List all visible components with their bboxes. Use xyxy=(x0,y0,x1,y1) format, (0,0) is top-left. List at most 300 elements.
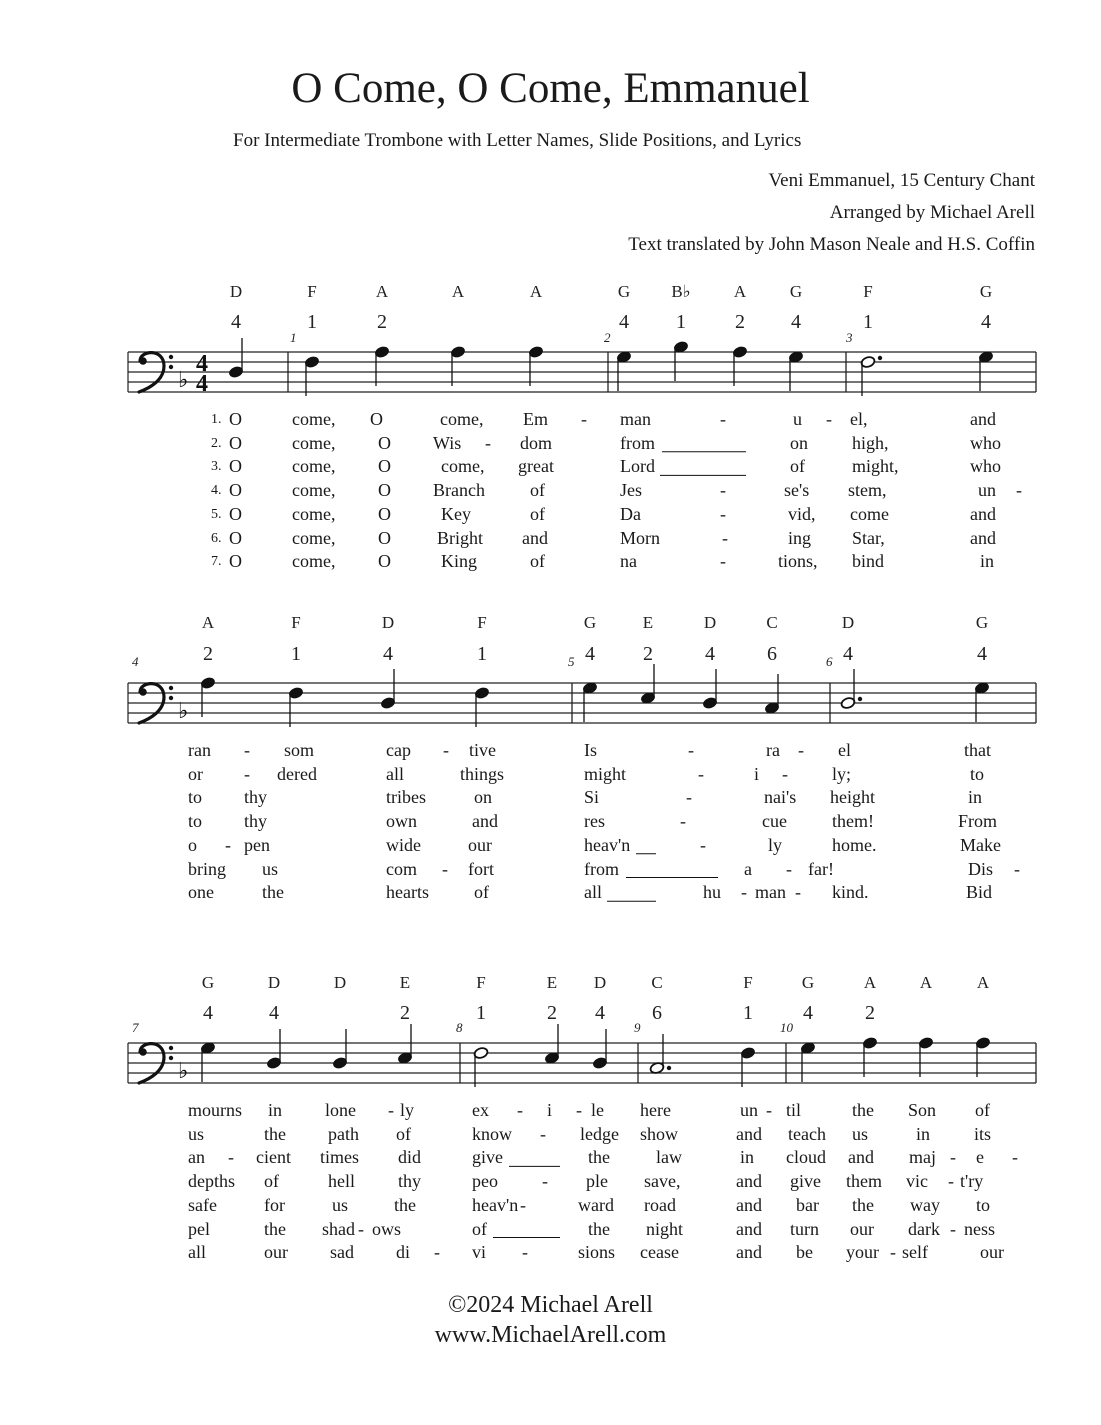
bass-clef-dot-icon xyxy=(169,355,173,359)
lyric-syllable: - xyxy=(520,1194,526,1215)
lyric-syllable: - xyxy=(540,1123,546,1144)
lyric-syllable: depths xyxy=(188,1171,235,1192)
measure-number: 4 xyxy=(132,654,139,669)
lyric-syllable: great xyxy=(518,456,554,477)
lyric-syllable: cap xyxy=(386,740,411,760)
lyric-syllable: fort xyxy=(468,858,494,879)
slide-position: 6 xyxy=(767,643,777,665)
lyric-syllable: and xyxy=(970,409,996,429)
lyric-syllable: e xyxy=(976,1147,984,1168)
lyric-syllable: the xyxy=(262,882,284,903)
lyric-syllable: - xyxy=(388,1100,394,1120)
copyright-text: ©2024 Michael Arell xyxy=(448,1292,653,1318)
lyric-syllable: on xyxy=(474,787,492,808)
lyric-syllable: Lord xyxy=(620,456,655,477)
slide-position: 1 xyxy=(863,311,873,333)
lyric-syllable: sions xyxy=(578,1242,616,1263)
lyric-syllable: - xyxy=(786,858,792,879)
lyric-syllable: el, xyxy=(850,409,868,429)
lyric-syllable: - xyxy=(358,1218,364,1239)
lyric-syllable: teach xyxy=(788,1123,826,1144)
lyric-syllable: - xyxy=(485,432,491,453)
lyric-syllable: u xyxy=(793,409,802,429)
lyric-syllable: the xyxy=(852,1100,874,1120)
lyric-syllable: or xyxy=(188,763,203,784)
lyric-syllable: Bright xyxy=(437,527,484,548)
lyric-syllable: one xyxy=(188,882,214,903)
note-letter-name: A xyxy=(863,973,877,992)
measure-number: 7 xyxy=(132,1020,139,1035)
slide-position: 4 xyxy=(585,643,595,665)
note-letter-name: D xyxy=(703,613,717,632)
lyric-syllable: vi xyxy=(472,1242,487,1263)
lyric-syllable: from xyxy=(584,858,619,879)
lyric-syllable: thy xyxy=(244,787,268,808)
slide-position: 4 xyxy=(803,1002,813,1024)
note-letter-name: D xyxy=(381,613,395,632)
lyric-syllable: un xyxy=(740,1100,758,1120)
lyric-syllable: and xyxy=(736,1123,762,1144)
lyric-syllable: mourns xyxy=(188,1100,242,1120)
lyric-syllable: - xyxy=(581,409,587,429)
lyric-syllable: un xyxy=(978,480,996,501)
lyric-syllable: - xyxy=(688,740,694,760)
note-letter-name: F xyxy=(291,613,301,632)
lyric-syllable: di xyxy=(396,1242,411,1263)
note-letter-name: G xyxy=(201,973,215,992)
lyric-syllable: of xyxy=(530,503,545,524)
lyric-syllable: come, xyxy=(292,527,336,548)
measure-number: 6 xyxy=(826,654,833,669)
note-letter-name: A xyxy=(529,282,543,301)
lyric-syllable: in xyxy=(916,1123,931,1144)
lyric-syllable: did xyxy=(398,1147,422,1168)
lyric-syllable: - xyxy=(720,551,726,572)
lyric-syllable: i xyxy=(547,1100,553,1120)
slide-position: 4 xyxy=(619,311,629,333)
note-letter-name: F xyxy=(476,973,486,992)
lyric-syllable: our xyxy=(468,834,492,855)
slide-position: 4 xyxy=(231,311,241,333)
time-signature-top: 4 xyxy=(196,351,208,377)
note-letter-name: E xyxy=(546,973,558,992)
lyric-syllable: things xyxy=(460,763,505,784)
lyric-syllable: who xyxy=(970,456,1001,477)
page-title: O Come, O Come, Emmanuel xyxy=(291,65,810,112)
lyric-syllable: - xyxy=(1016,480,1022,501)
lyric-syllable: might, xyxy=(852,456,899,477)
lyric-syllable: in xyxy=(980,551,995,572)
measure-number: 10 xyxy=(780,1020,793,1035)
lyric-syllable: - xyxy=(795,882,801,903)
note-letter-name: F xyxy=(307,282,317,301)
lyric-syllable: man xyxy=(755,882,786,903)
note-letter-name: A xyxy=(919,973,933,992)
lyric-syllable: peo xyxy=(472,1171,498,1192)
lyric-syllable: shad xyxy=(322,1218,355,1239)
lyric-syllable: come, xyxy=(441,456,485,477)
lyric-syllable: our xyxy=(980,1242,1004,1263)
lyric-syllable: all xyxy=(386,763,404,784)
lyric-syllable: com xyxy=(386,858,417,879)
slide-position: 1 xyxy=(743,1002,753,1024)
lyric-syllable: way xyxy=(910,1194,940,1215)
lyric-syllable: them xyxy=(846,1171,882,1192)
lyric-syllable: O xyxy=(229,409,242,429)
slide-position: 4 xyxy=(383,643,393,665)
note-letter-name: D xyxy=(333,973,347,992)
lyric-syllable: dered xyxy=(277,763,317,784)
lyric-syllable: pel xyxy=(188,1218,210,1239)
lyric-syllable: of xyxy=(264,1171,279,1192)
lyric-syllable: the xyxy=(394,1194,416,1215)
lyric-syllable: bring xyxy=(188,858,226,879)
lyric-syllable: na xyxy=(620,551,637,572)
lyric-syllable: - xyxy=(442,858,448,879)
lyric-syllable: of xyxy=(790,456,805,477)
note-letter-name: G xyxy=(979,282,993,301)
slide-position: 4 xyxy=(269,1002,279,1024)
slide-position: 6 xyxy=(652,1002,662,1024)
lyric-syllable: come, xyxy=(292,409,336,429)
lyric-syllable: our xyxy=(850,1218,874,1239)
lyric-syllable: cue xyxy=(762,811,787,832)
lyric-syllable: Son xyxy=(908,1100,937,1120)
lyric-syllable: - xyxy=(1012,1147,1018,1168)
lyric-syllable: give xyxy=(790,1171,821,1192)
lyric-syllable: on xyxy=(790,432,808,453)
lyric-syllable: the xyxy=(264,1123,286,1144)
lyric-syllable: - xyxy=(722,527,728,548)
lyric-syllable: the xyxy=(264,1218,286,1239)
lyric-syllable: hell xyxy=(328,1171,355,1192)
lyric-syllable: cease xyxy=(640,1242,679,1263)
lyric-syllable: sad xyxy=(330,1242,354,1263)
note-letter-name: G xyxy=(583,613,597,632)
lyric-syllable: O xyxy=(378,551,391,572)
slide-position: 4 xyxy=(595,1002,605,1024)
lyric-syllable: O xyxy=(378,527,391,548)
translator-credit: Text translated by John Mason Neale and H.S. Coffin xyxy=(628,234,1035,255)
lyric-syllable: - xyxy=(950,1218,956,1239)
lyric-syllable: Em xyxy=(523,409,548,429)
note-letter-name: B♭ xyxy=(671,282,691,301)
lyric-syllable: us xyxy=(262,858,279,879)
verse-number: 2. xyxy=(211,435,222,451)
slide-position: 2 xyxy=(735,311,745,333)
note-letter-name: E xyxy=(642,613,654,632)
lyric-syllable: O xyxy=(378,456,391,477)
lyric-syllable: law xyxy=(656,1147,682,1168)
lyric-syllable: thy xyxy=(244,811,268,832)
lyric-syllable: might xyxy=(584,763,627,784)
lyric-syllable: tribes xyxy=(386,787,426,808)
lyric-syllable: come, xyxy=(440,409,484,429)
lyric-syllable: to xyxy=(970,763,985,784)
slide-position: 4 xyxy=(981,311,991,333)
lyric-syllable: - xyxy=(225,834,231,855)
bass-clef-dot-icon xyxy=(139,1048,147,1056)
lyric-syllable: to xyxy=(976,1194,991,1215)
slide-position: 2 xyxy=(643,643,653,665)
lyric-syllable: who xyxy=(970,432,1001,453)
verse-number: 3. xyxy=(211,459,222,475)
website-link[interactable]: www.MichaelArell.com xyxy=(434,1322,667,1348)
slide-position: 4 xyxy=(843,643,853,665)
lyric-syllable: thy xyxy=(398,1171,422,1192)
lyric-syllable: and xyxy=(736,1218,762,1239)
augmentation-dot xyxy=(878,356,882,360)
lyric-syllable: and xyxy=(472,811,498,832)
lyric-syllable: and xyxy=(970,503,996,524)
lyric-syllable: path xyxy=(328,1123,359,1144)
lyric-syllable: the xyxy=(588,1218,610,1239)
note-letter-name: C xyxy=(766,613,778,632)
verse-number: 7. xyxy=(211,554,222,570)
bass-clef-dot-icon xyxy=(169,696,173,700)
augmentation-dot xyxy=(858,697,862,701)
measure-number: 5 xyxy=(568,654,575,669)
lyric-syllable: Branch xyxy=(433,480,485,501)
lyric-syllable: of xyxy=(472,1218,487,1239)
lyric-syllable: ows xyxy=(372,1218,402,1239)
note-letter-name: D xyxy=(841,613,855,632)
lyric-syllable: ward xyxy=(578,1194,614,1215)
lyric-syllable: in xyxy=(268,1100,283,1120)
lyric-syllable: for xyxy=(264,1194,285,1215)
lyric-syllable: safe xyxy=(188,1194,217,1215)
lyric-syllable: and xyxy=(736,1171,762,1192)
verse-number: 5. xyxy=(211,506,222,522)
lyric-syllable: ly; xyxy=(832,763,852,784)
measure-number: 1 xyxy=(290,330,297,345)
note-letter-name: G xyxy=(975,613,989,632)
lyric-syllable: ness xyxy=(964,1218,995,1239)
note-letter-name: G xyxy=(617,282,631,301)
subtitle: For Intermediate Trombone with Letter Names, Slide Positions, and Lyrics xyxy=(233,130,802,151)
lyric-syllable: come, xyxy=(292,456,336,477)
lyric-syllable: - xyxy=(1014,858,1020,879)
slide-position: 1 xyxy=(291,643,301,665)
augmentation-dot xyxy=(667,1066,671,1070)
slide-position: 2 xyxy=(203,643,213,665)
lyric-syllable: - xyxy=(720,409,726,429)
note-letter-name: G xyxy=(789,282,803,301)
lyric-syllable: - xyxy=(741,882,747,903)
lyric-syllable: come, xyxy=(292,551,336,572)
lyric-syllable: of xyxy=(530,551,545,572)
note-letter-name: D xyxy=(593,973,607,992)
slide-position: 4 xyxy=(705,643,715,665)
lyric-syllable: us xyxy=(332,1194,349,1215)
lyric-syllable: cloud xyxy=(786,1147,826,1168)
lyric-syllable: O xyxy=(229,527,242,548)
lyric-syllable: and xyxy=(522,527,548,548)
lyric-syllable: From xyxy=(958,811,998,832)
lyric-syllable: here xyxy=(640,1100,671,1120)
lyric-syllable: Bid xyxy=(966,882,993,903)
flat-key-signature-icon: ♭ xyxy=(178,1059,189,1084)
lyric-syllable: - xyxy=(680,811,686,832)
lyric-syllable: - xyxy=(798,740,804,760)
lyric-syllable: come xyxy=(850,503,889,524)
time-signature-bottom: 4 xyxy=(196,371,208,397)
note-letter-name: F xyxy=(477,613,487,632)
lyric-syllable: them! xyxy=(832,811,874,832)
verse-number: 6. xyxy=(211,530,222,546)
lyric-syllable: vid, xyxy=(788,503,816,524)
lyric-syllable: Star, xyxy=(852,527,885,548)
arranger-credit: Arranged by Michael Arell xyxy=(829,202,1035,223)
lyric-syllable: far! xyxy=(808,858,834,879)
measure-number: 3 xyxy=(846,330,853,345)
lyric-syllable: and xyxy=(736,1242,762,1263)
lyric-syllable: - xyxy=(826,409,832,429)
slide-position: 1 xyxy=(307,311,317,333)
bass-clef-dot-icon xyxy=(169,1046,173,1050)
lyric-syllable: turn xyxy=(790,1218,819,1239)
slide-position: 4 xyxy=(791,311,801,333)
note-letter-name: D xyxy=(267,973,281,992)
lyric-syllable: our xyxy=(264,1242,288,1263)
lyric-syllable: show xyxy=(640,1123,679,1144)
flat-key-signature-icon: ♭ xyxy=(178,699,189,724)
lyric-syllable: times xyxy=(320,1147,359,1168)
lyric-syllable: - xyxy=(244,740,250,760)
lyric-syllable: come, xyxy=(292,432,336,453)
lyric-syllable: hu xyxy=(703,882,721,903)
lyric-syllable: and xyxy=(848,1147,874,1168)
lyric-syllable: ly xyxy=(768,834,783,855)
lyric-syllable: Make xyxy=(960,834,1001,855)
lyric-syllable: its xyxy=(974,1123,992,1144)
lyric-syllable: ex xyxy=(472,1100,489,1120)
lyric-syllable: of xyxy=(530,480,545,501)
lyric-syllable: road xyxy=(644,1194,676,1215)
lyric-syllable: - xyxy=(948,1171,954,1192)
lyric-syllable: - xyxy=(244,763,250,784)
lyric-syllable: som xyxy=(284,740,315,760)
lyric-syllable: - xyxy=(782,763,788,784)
lyric-syllable: of xyxy=(474,882,489,903)
lyric-syllable: - xyxy=(720,503,726,524)
lyric-syllable: Key xyxy=(441,503,471,524)
lyric-syllable: high, xyxy=(852,432,889,453)
lyric-syllable: Morn xyxy=(620,527,660,548)
verse-number: 4. xyxy=(211,483,222,499)
lyric-syllable: O xyxy=(229,456,242,477)
lyric-syllable: O xyxy=(229,503,242,524)
lyric-syllable: heav'n xyxy=(584,834,631,855)
note-letter-name: E xyxy=(399,973,411,992)
lyric-syllable: come, xyxy=(292,480,336,501)
bass-clef-dot-icon xyxy=(139,357,147,365)
lyric-syllable: - xyxy=(522,1242,528,1263)
slide-position: 1 xyxy=(477,643,487,665)
lyric-syllable: t'ry xyxy=(960,1171,984,1192)
measure-number: 8 xyxy=(456,1020,463,1035)
lyric-syllable: home. xyxy=(832,834,877,855)
lyric-syllable: in xyxy=(968,787,983,808)
lyric-syllable: dark xyxy=(908,1218,940,1239)
bass-clef-dot-icon xyxy=(139,688,147,696)
lyric-syllable: lone xyxy=(325,1100,356,1120)
lyric-syllable: save, xyxy=(644,1171,681,1192)
note-letter-name: A xyxy=(451,282,465,301)
lyric-syllable: the xyxy=(852,1194,874,1215)
slide-position: 1 xyxy=(676,311,686,333)
lyric-syllable: Dis xyxy=(968,858,994,879)
lyric-syllable: come, xyxy=(292,503,336,524)
lyric-syllable: O xyxy=(378,503,391,524)
lyric-syllable: night xyxy=(646,1218,684,1239)
lyric-syllable: O xyxy=(378,432,391,453)
lyric-syllable: O xyxy=(229,432,242,453)
lyric-syllable: ing xyxy=(788,527,812,548)
lyric-syllable: self xyxy=(902,1242,928,1263)
bass-clef-dot-icon xyxy=(169,365,173,369)
lyric-syllable: - xyxy=(576,1100,582,1120)
lyric-syllable: el xyxy=(838,740,851,760)
lyric-syllable: vic xyxy=(906,1171,928,1192)
lyric-syllable: man xyxy=(620,409,651,429)
lyric-syllable: all xyxy=(584,882,602,903)
lyric-syllable: of xyxy=(975,1100,990,1120)
lyric-syllable: to xyxy=(188,787,203,808)
measure-number: 9 xyxy=(634,1020,641,1035)
lyric-syllable: - xyxy=(443,740,449,760)
lyric-syllable: give xyxy=(472,1147,503,1168)
note-letter-name: F xyxy=(743,973,753,992)
slide-position: 4 xyxy=(203,1002,213,1024)
lyric-syllable: to xyxy=(188,811,203,832)
lyric-syllable: Jes xyxy=(620,480,642,501)
lyric-syllable: a xyxy=(744,858,752,879)
lyric-syllable: us xyxy=(852,1123,869,1144)
lyric-syllable: - xyxy=(890,1242,896,1263)
lyric-syllable: know xyxy=(472,1123,512,1144)
lyric-syllable: ple xyxy=(586,1171,608,1192)
lyric-syllable: Is xyxy=(584,740,597,760)
note-letter-name: A xyxy=(976,973,990,992)
lyric-syllable: pen xyxy=(244,834,270,855)
slide-position: 1 xyxy=(476,1002,486,1024)
lyric-syllable: o xyxy=(188,834,197,855)
lyric-syllable: maj xyxy=(909,1147,936,1168)
lyric-syllable: from xyxy=(620,432,655,453)
lyric-syllable: stem, xyxy=(848,480,887,501)
lyric-syllable: height xyxy=(830,787,875,808)
slide-position: 2 xyxy=(547,1002,557,1024)
lyric-syllable: own xyxy=(386,811,417,832)
note-letter-name: D xyxy=(229,282,243,301)
lyric-syllable: be xyxy=(796,1242,813,1263)
lyric-syllable: and xyxy=(970,527,996,548)
measure-number: 2 xyxy=(604,330,611,345)
lyric-syllable: hearts xyxy=(386,882,429,903)
lyric-syllable: O xyxy=(370,409,383,429)
slide-position: 2 xyxy=(377,311,387,333)
note-letter-name: A xyxy=(201,613,215,632)
lyric-syllable: Si xyxy=(584,787,600,808)
lyric-syllable: that xyxy=(964,740,991,760)
note-letter-name: G xyxy=(801,973,815,992)
lyric-syllable: your xyxy=(846,1242,879,1263)
lyric-syllable: ra xyxy=(766,740,780,760)
lyric-syllable: - xyxy=(720,480,726,501)
lyric-syllable: tions, xyxy=(778,551,818,572)
note-letter-name: A xyxy=(375,282,389,301)
